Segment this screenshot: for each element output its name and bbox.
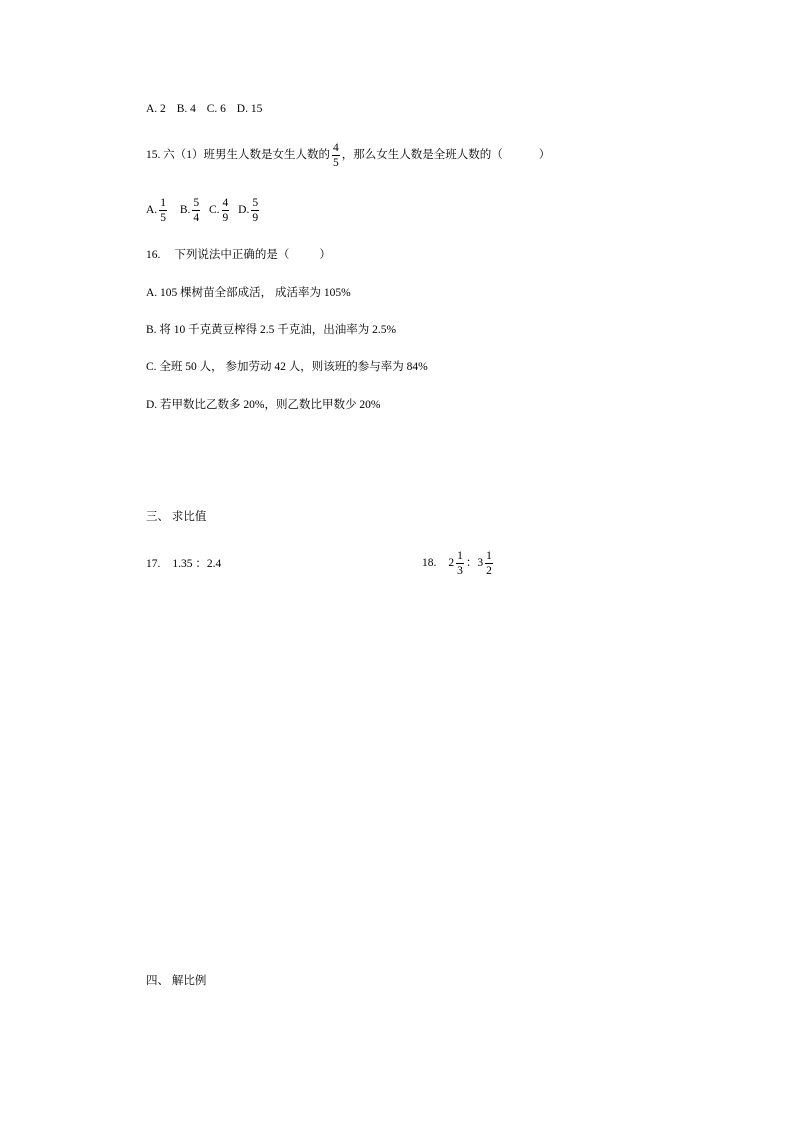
q17-number: 17. bbox=[146, 558, 161, 570]
q15-option-d-num: 5 bbox=[252, 196, 259, 209]
q15-option-a-den: 5 bbox=[160, 211, 166, 224]
q15-option-d-label: D. bbox=[238, 204, 250, 216]
q18-fraction-2 bbox=[485, 550, 493, 577]
q18-num-1: 1 bbox=[457, 549, 463, 562]
q15-stem-close: ） bbox=[538, 149, 551, 161]
q18-den-2: 2 bbox=[486, 564, 492, 577]
q15-options bbox=[146, 196, 261, 224]
section-4-title: 四、 解比例 bbox=[146, 975, 207, 987]
q18-number: 18. bbox=[422, 557, 437, 569]
q18-den-1: 3 bbox=[457, 564, 463, 577]
q15-option-a-label: A. bbox=[146, 204, 158, 216]
q16-stem bbox=[146, 248, 331, 262]
q16-stem-close: ） bbox=[319, 249, 331, 261]
q15-option-c-den: 9 bbox=[222, 211, 229, 224]
q18-num-2: 1 bbox=[486, 549, 492, 562]
section-3-title: 三、 求比值 bbox=[146, 511, 207, 523]
q15-option-c-num: 4 bbox=[222, 196, 229, 209]
q14-option-c: C. 6 bbox=[206, 103, 226, 115]
q16-option-c: C. 全班 50 人， 参加劳动 42 人，则该班的参与率为 84% bbox=[146, 361, 428, 373]
q15-option-a-num: 1 bbox=[160, 196, 166, 209]
q14-options bbox=[146, 102, 262, 116]
q15-number: 15. bbox=[146, 149, 161, 161]
q15-option-a-fraction bbox=[159, 197, 167, 224]
q16-option-d: D. 若甲数比乙数多 20%，则乙数比甲数少 20% bbox=[146, 399, 381, 411]
q17-expression: 1.35 ：2.4 bbox=[172, 558, 222, 570]
q16-stem-text: 下列说法中正确的是（ bbox=[174, 249, 290, 261]
q15-fraction-numerator: 4 bbox=[333, 141, 339, 154]
q14-option-b: B. 4 bbox=[176, 103, 196, 115]
q15-fraction-denominator: 5 bbox=[333, 156, 339, 169]
q15-option-b-label: B. bbox=[179, 204, 191, 216]
q15-option-b-num: 5 bbox=[193, 196, 200, 209]
q17 bbox=[146, 557, 221, 571]
q18-fraction-1 bbox=[456, 550, 464, 577]
q15-option-c-label: C. bbox=[208, 204, 220, 216]
q15-option-b-den: 4 bbox=[193, 211, 200, 224]
q15-option-b-fraction bbox=[192, 197, 200, 224]
q15-option-c-fraction bbox=[222, 197, 230, 224]
q18-whole-2: 3 bbox=[477, 557, 484, 570]
q16-option-b: B. 将 10 千克黄豆榨得 2.5 千克油，出油率为 2.5% bbox=[146, 324, 397, 336]
q15-fraction bbox=[332, 142, 340, 169]
q18-mixed-number-1 bbox=[448, 548, 466, 578]
q18-separator: ： bbox=[465, 557, 478, 569]
q15-option-d-den: 9 bbox=[252, 211, 259, 224]
q16-number: 16. bbox=[146, 249, 161, 261]
q18-whole-1: 2 bbox=[448, 557, 455, 570]
q15-stem-before: 六（1）班男生人数是女生人数的 bbox=[163, 149, 330, 161]
q14-option-d: D. 15 bbox=[236, 103, 263, 115]
q16-option-a: A. 105 棵树苗全部成活， 成活率为 105% bbox=[146, 287, 351, 299]
q18-mixed-number-2 bbox=[477, 548, 495, 578]
q14-option-a: A. 2 bbox=[146, 103, 166, 115]
q18 bbox=[422, 548, 495, 578]
q15-stem bbox=[146, 141, 550, 169]
q15-stem-after: ，那么女生人数是全班人数的（ bbox=[341, 149, 503, 161]
q15-option-d-fraction bbox=[251, 197, 259, 224]
